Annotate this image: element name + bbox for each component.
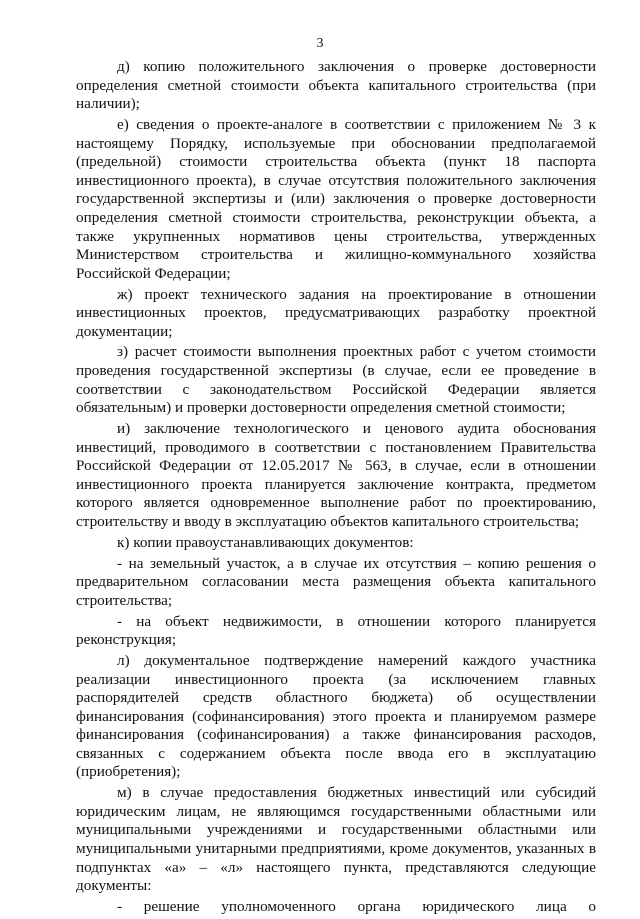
list-item-decision: - решение уполномоченного органа юридического лица о xyxy=(117,898,596,915)
paragraph-l: л) документальное подтверждение намерений каждого участника реализации инвестиционного проекта (за исключением главных распорядителей средств областного бюджета) об осуществлении финансирования (софинансирования) этого проекта и планируемом размере финансирования (софинансирования) а также финансирования расходов, связанных с содержанием объекта после ввода его в эксплуатацию (приобретения); xyxy=(76,651,596,781)
list-item-land-plot: - на земельный участок, а в случае их отсутствия – копию решения о предварительном согласовании места размещения объекта капитального строительства; xyxy=(76,554,596,609)
paragraph-m: м) в случае предоставления бюджетных инвестиций или субсидий юридическим лицам, не являющимся государственными областными или муниципальными учреждениями и государственными областными или муниципальными унитарными предприятиями, кроме документов, указанных в подпунктах «а» – «л» настоящего пункта, представляются следующие документы: xyxy=(76,784,596,895)
document-body xyxy=(76,58,596,919)
page-number: 3 xyxy=(316,36,324,51)
paragraph-d: д) копию положительного заключения о проверке достоверности определения сметной стоимости объекта капитального строительства (при наличии); xyxy=(76,58,596,113)
list-item-real-estate: - на объект недвижимости, в отношении которого планируется реконструкция; xyxy=(76,612,596,649)
paragraph-k: к) копии правоустанавливающих документов: xyxy=(117,533,414,551)
paragraph-e: е) сведения о проекте-аналоге в соответствии с приложением № 3 к настоящему Порядку, используемые при обосновании предполагаемой (предельной) стоимости строительства объекта (пункт 18 паспорта инвестиционного проекта), в случае отсутствия положительного заключения государственной экспертизы и (или) заключения о проверке достоверности определения сметной стоимости строительства, реконструкции объекта, а также укрупненных нормативов цены строительства, утвержденных Министерством строительства и жилищно-коммунального хозяйства Российской Федерации; xyxy=(76,115,596,282)
paragraph-z: з) расчет стоимости выполнения проектных работ с учетом стоимости проведения государственной экспертизы (в случае, если ее проведение в соответствии с законодательством Российской Федерации является обязательным) и проверки достоверности определения сметной стоимости; xyxy=(76,343,596,417)
paragraph-zh: ж) проект технического задания на проектирование в отношении инвестиционных проектов, предусматривающих разработку проектной документации; xyxy=(76,285,596,340)
paragraph-i: и) заключение технологического и ценового аудита обоснования инвестиций, проводимого в соответствии с постановлением Правительства Российской Федерации от 12.05.2017 № 563, в случае, если в отношении инвестиционного проекта планируется заключение контракта, предметом которого является одновременное выполнение работ по проектированию, строительству и вводу в эксплуатацию объектов капитального строительства; xyxy=(76,420,596,530)
